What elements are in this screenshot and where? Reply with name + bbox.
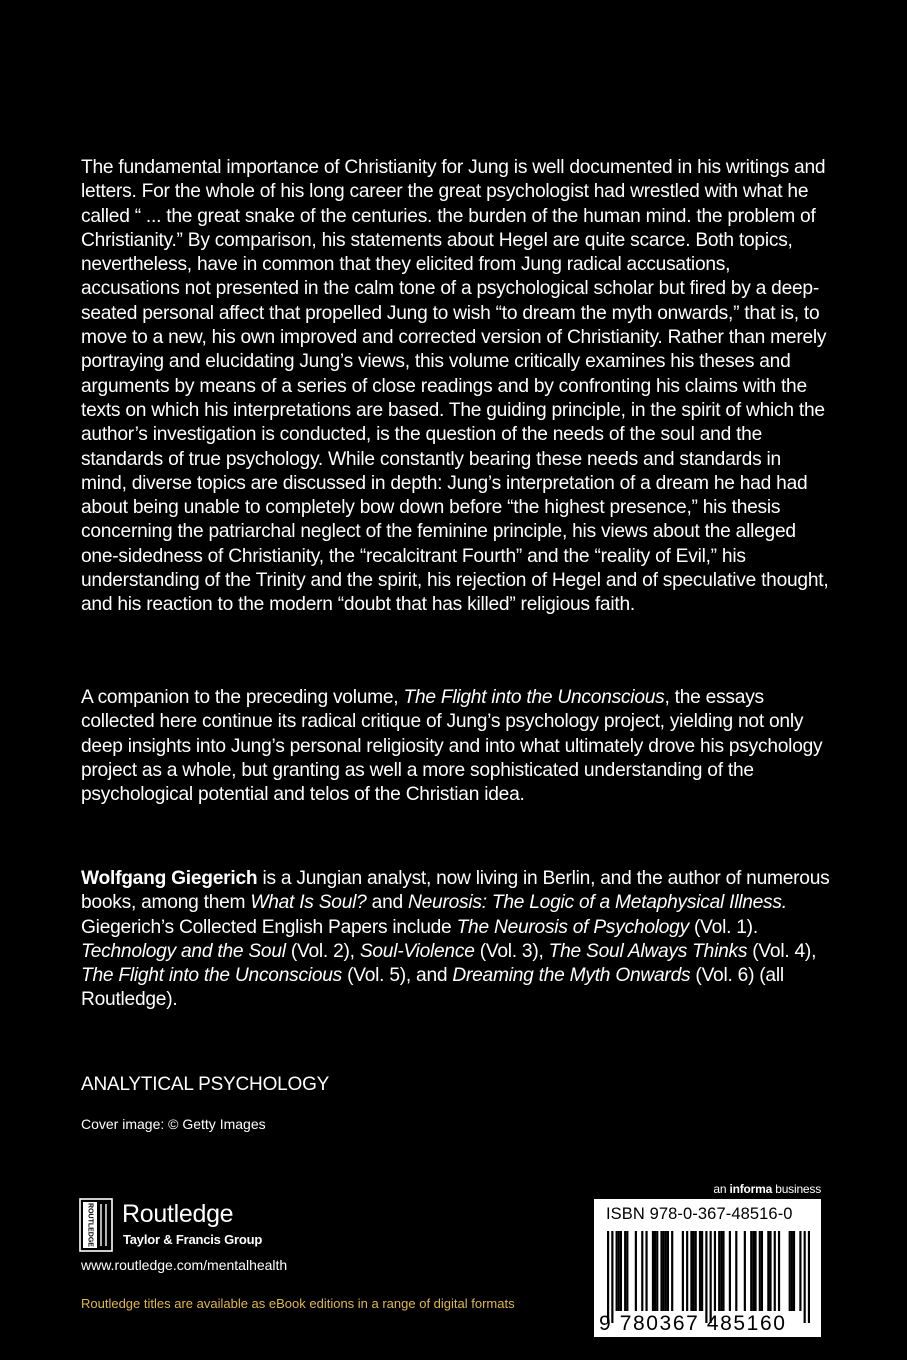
barcode-guard-bar bbox=[607, 1231, 609, 1323]
book-title: Dreaming the Myth Onwards bbox=[452, 965, 691, 987]
barcode-bar bbox=[645, 1231, 647, 1311]
publisher-name: Routledge bbox=[122, 1200, 234, 1228]
author-bio-text: and bbox=[366, 892, 408, 914]
barcode-bar bbox=[620, 1231, 622, 1311]
barcode-bar bbox=[624, 1231, 626, 1311]
author-bio-text: (Vol. 2), bbox=[285, 940, 360, 962]
barcode-bar bbox=[654, 1231, 656, 1311]
barcode-bar bbox=[718, 1231, 720, 1311]
barcode-bar bbox=[778, 1231, 780, 1311]
barcode-bar bbox=[682, 1231, 684, 1311]
barcode-bar bbox=[750, 1231, 752, 1311]
author-name: Wolfgang Giegerich bbox=[81, 868, 258, 889]
barcode-bar bbox=[626, 1231, 628, 1311]
blurb-p2-book-title: The Flight into the Unconscious bbox=[403, 687, 665, 708]
book-title: Soul-Violence bbox=[359, 940, 475, 962]
blurb-paragraph-2 bbox=[81, 686, 831, 807]
barcode-bar bbox=[735, 1231, 737, 1311]
barcode-panel bbox=[594, 1199, 821, 1337]
barcode-bar bbox=[616, 1231, 618, 1311]
author-bio-text: (Vol. 6) (all Routledge). bbox=[81, 965, 784, 1011]
barcode-guard-bar bbox=[804, 1231, 806, 1323]
barcode-bar bbox=[789, 1231, 791, 1311]
barcode-bar bbox=[714, 1231, 716, 1311]
author-bio-text: Giegerich’s Collected English Papers include bbox=[81, 916, 457, 938]
logo-mark-text: ROUTLEDGE bbox=[86, 1203, 94, 1247]
barcode-bar bbox=[656, 1231, 658, 1311]
barcode-bar bbox=[744, 1231, 746, 1311]
author-bio-text: (Vol. 4), bbox=[747, 940, 817, 962]
informa-suffix: business bbox=[772, 1182, 821, 1196]
isbn-label: ISBN 978-0-367-48516-0 bbox=[606, 1205, 793, 1223]
barcode-bar bbox=[769, 1231, 771, 1311]
informa-prefix: an bbox=[713, 1182, 730, 1196]
barcode-bars bbox=[607, 1231, 810, 1323]
informa-bold: informa bbox=[729, 1182, 773, 1196]
routledge-logo bbox=[79, 1198, 299, 1254]
barcode-bar bbox=[767, 1231, 769, 1311]
barcode-bar bbox=[663, 1231, 665, 1311]
barcode-bar bbox=[699, 1231, 701, 1311]
barcode-bar bbox=[761, 1231, 763, 1311]
barcode-bar bbox=[701, 1231, 703, 1311]
publisher-website-link[interactable]: www.routledge.com/mentalhealth bbox=[81, 1257, 288, 1273]
ebook-note: Routledge titles are available as eBook editions in a range of digital formats bbox=[81, 1296, 515, 1311]
author-bio-text: (Vol. 5), and bbox=[342, 965, 453, 987]
barcode-bar bbox=[686, 1231, 688, 1311]
barcode-bar bbox=[641, 1231, 643, 1311]
blurb-p2-text-after: , the essays collected here continue its radical critique of Jung’s psychology project, yielding not only deep insights into Jung’s personal religiosity and into what ultimately drove his psychology project as a whole, but granting as well a more sophisticated understanding of the psychological potential and telos of the Christian idea. bbox=[81, 687, 823, 806]
barcode-bar bbox=[722, 1231, 724, 1311]
barcode-bar bbox=[692, 1231, 694, 1311]
book-title: What Is Soul? bbox=[250, 892, 367, 914]
author-bio-text: (Vol. 1). bbox=[688, 916, 758, 938]
barcode-guard-bar bbox=[710, 1231, 712, 1323]
barcode-bar bbox=[667, 1231, 669, 1311]
cover-credit: Cover image: © Getty Images bbox=[81, 1116, 266, 1132]
barcode-bar bbox=[652, 1231, 654, 1311]
publisher-group: Taylor & Francis Group bbox=[123, 1232, 263, 1247]
ean-digits: 9 780367 485160 bbox=[599, 1312, 787, 1335]
barcode-guard-bar bbox=[705, 1231, 707, 1323]
barcode-bar bbox=[754, 1231, 756, 1311]
barcode-bar bbox=[618, 1231, 620, 1311]
barcode-bar bbox=[720, 1231, 722, 1311]
blurb-paragraph-1: The fundamental importance of Christianity for Jung is well documented in his writings and letters. For the whole of his long career the great psychologist had wrestled with what he called “ ... the great snake of the centuries. the burden of the human mind. the problem of Christianity.” By comparison, his statements about Hegel are quite scarce. Both topics, nevertheless, have in common that they elicited from Jung radical accusations, accusations not presented in the calm tone of a psychological scholar but fired by a deep-seated personal affect that propelled Jung to wish “to dream the myth onwards,” that is, to move to a new, his own improved and corrected version of Christianity. Rather than merely portraying and elucidating Jung’s views, this volume critically examines his theses and arguments by means of a series of close readings and by confronting his claims with the texts on which his interpretations are based. The guiding principle, in the spirit of which the author’s investigation is conducted, is the question of the needs of the soul and the standards of true psychology. While constantly bearing these needs and standards in mind, diverse topics are discussed in depth: Jung’s interpretation of a dream he had had about being unable to completely bow down before “the highest presence,” his thesis concerning the patriarchal neglect of the feminine principle, his views about the alleged one-sidedness of Christianity, the “recalcitrant Fourth” and the “reality of Evil,” his understanding of the Trinity and the spirit, his rejection of Hegel and of speculative thought, and his reaction to the modern “doubt that has killed” religious faith. bbox=[81, 157, 829, 616]
barcode-guard-bar bbox=[611, 1231, 613, 1323]
book-title: Technology and the Soul bbox=[81, 940, 286, 962]
informa-business-label bbox=[713, 1182, 821, 1196]
book-title: Neurosis: The Logic of a Metaphysical Illness. bbox=[408, 892, 787, 914]
series-label: ANALYTICAL PSYCHOLOGY bbox=[81, 1074, 330, 1095]
book-title: The Flight into the Unconscious bbox=[81, 965, 343, 987]
barcode-bar bbox=[665, 1231, 667, 1311]
barcode-bar bbox=[793, 1231, 795, 1311]
author-bio-text: is a Jungian analyst, now living in Berlin, and the author of numerous books, among them bbox=[81, 868, 830, 914]
barcode-bar bbox=[671, 1231, 673, 1311]
barcode-guard-bar bbox=[808, 1231, 810, 1323]
blurb-p2-text-before: A companion to the preceding volume, bbox=[81, 687, 404, 708]
barcode-bar bbox=[759, 1231, 761, 1311]
book-title: The Neurosis of Psychology bbox=[456, 916, 689, 938]
author-bio-text: (Vol. 3), bbox=[474, 940, 549, 962]
routledge-logo-mark-icon bbox=[79, 1198, 113, 1252]
barcode-bar bbox=[774, 1231, 776, 1311]
barcode-bar bbox=[695, 1231, 697, 1311]
barcode-bar bbox=[635, 1231, 637, 1311]
book-title: The Soul Always Thinks bbox=[548, 940, 748, 962]
barcode-bar bbox=[799, 1231, 801, 1311]
barcode-bar bbox=[690, 1231, 692, 1311]
barcode-bar bbox=[791, 1231, 793, 1311]
author-bio bbox=[81, 867, 831, 1013]
barcode-bar bbox=[729, 1231, 731, 1311]
barcode-bar bbox=[752, 1231, 754, 1311]
barcode-bar bbox=[660, 1231, 662, 1311]
